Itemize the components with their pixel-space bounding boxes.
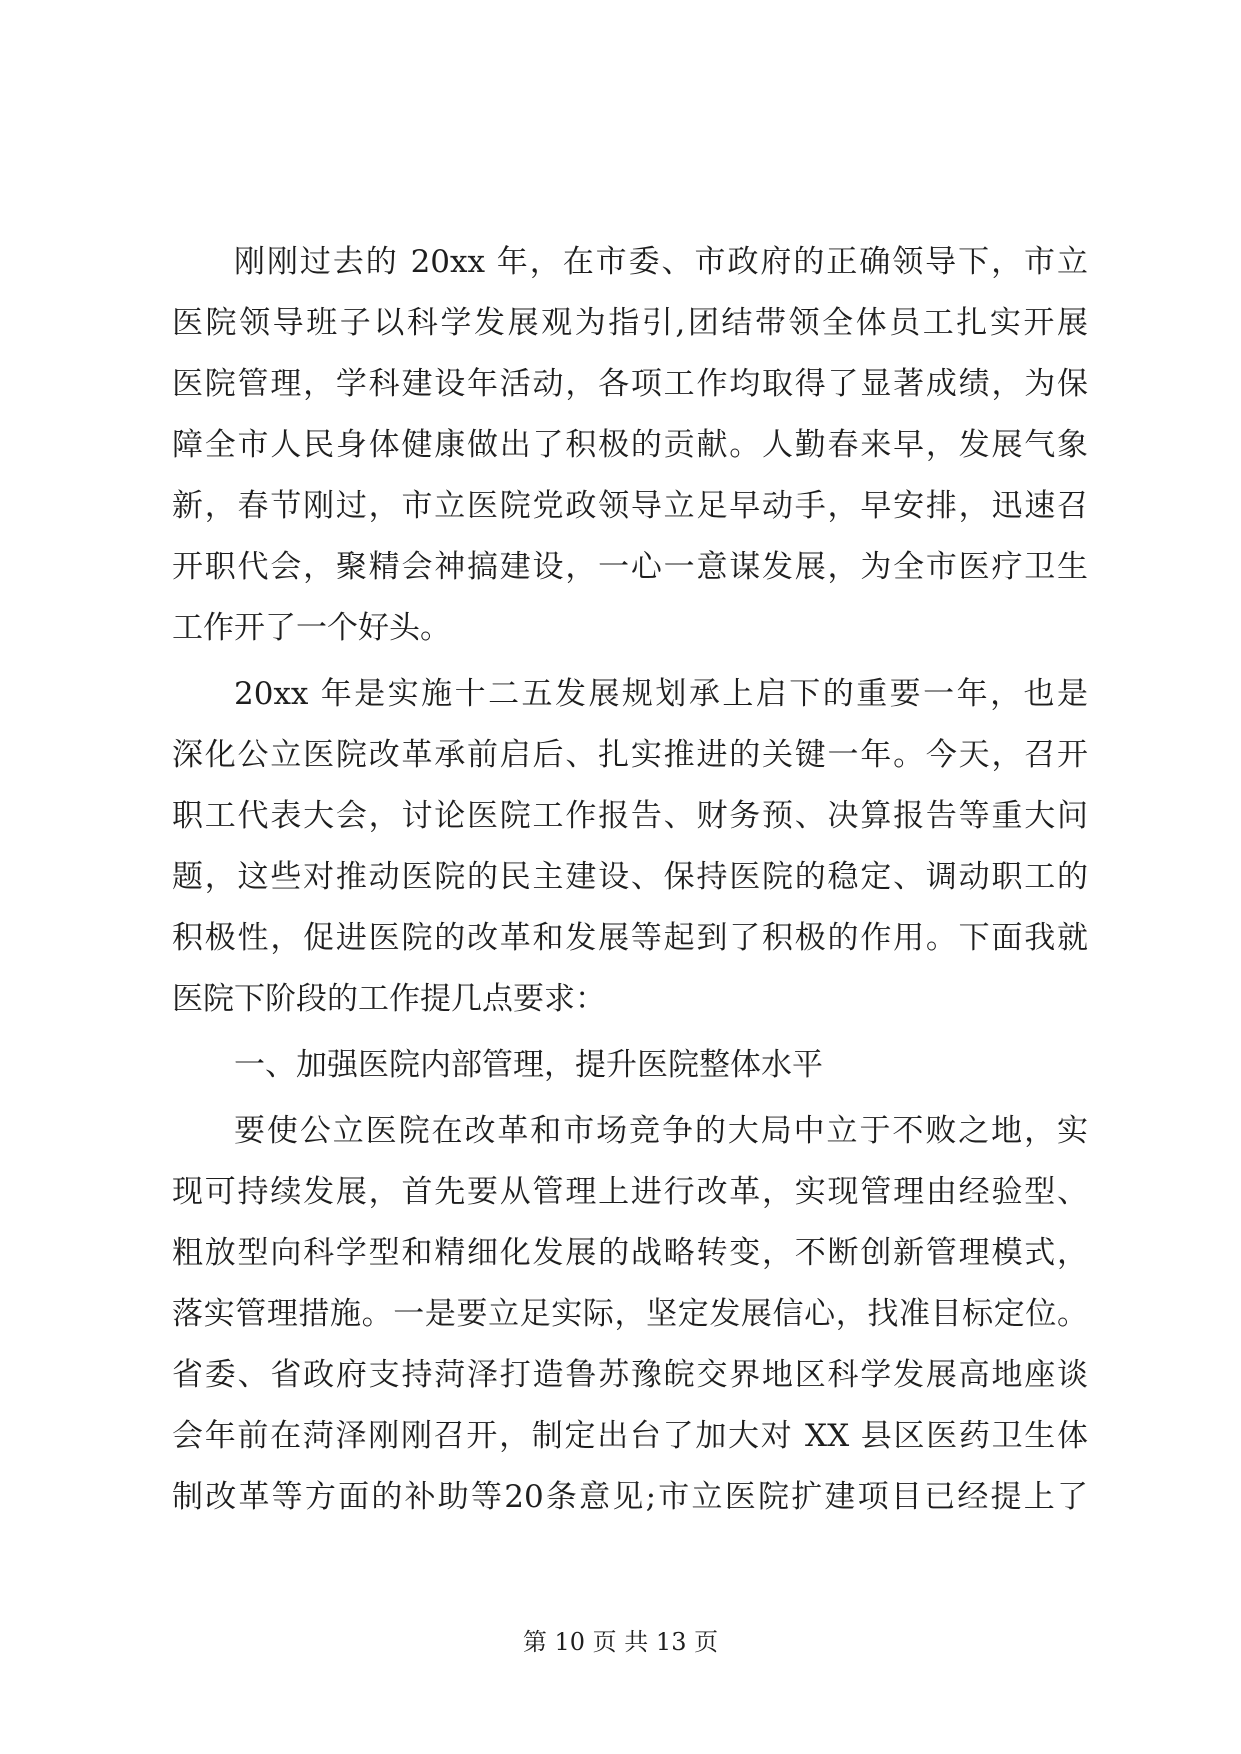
text-line: 积极性，促进医院的改革和发展等起到了积极的作用。下面我就 — [172, 920, 1088, 956]
text-line: 省委、省政府支持菏泽打造鲁苏豫皖交界地区科学发展高地座谈 — [172, 1357, 1088, 1393]
text-line: 深化公立医院改革承前启后、扎实推进的关键一年。今天，召开 — [172, 737, 1088, 773]
text-line: 开职代会，聚精会神搞建设，一心一意谋发展，为全市医疗卫生 — [172, 549, 1088, 585]
text-line: 制改革等方面的补助等20条意见;市立医院扩建项目已经提上了 — [172, 1479, 1088, 1515]
text-line: 会年前在菏泽刚刚召开，制定出台了加大对 XX 县区医药卫生体 — [172, 1418, 1088, 1454]
text-line: 医院领导班子以科学发展观为指引,团结带领全体员工扎实开展 — [172, 305, 1088, 341]
paragraph-3 — [172, 1101, 1088, 1528]
text-line: 工作开了一个好头。 — [172, 610, 451, 646]
section-heading — [172, 1035, 1088, 1096]
section-heading-text: 一、加强医院内部管理，提升医院整体水平 — [234, 1047, 823, 1083]
text-line: 粗放型向科学型和精细化发展的战略转变，不断创新管理模式， — [172, 1235, 1088, 1271]
text-line: 要使公立医院在改革和市场竞争的大局中立于不败之地，实 — [234, 1113, 1088, 1149]
text-line: 题，这些对推动医院的民主建设、保持医院的稳定、调动职工的 — [172, 859, 1088, 895]
paragraph-2 — [172, 664, 1088, 1030]
text-line: 新，春节刚过，市立医院党政领导立足早动手，早安排，迅速召 — [172, 488, 1088, 524]
text-line: 刚刚过去的 20xx 年，在市委、市政府的正确领导下，市立 — [234, 244, 1088, 280]
text-line: 职工代表大会，讨论医院工作报告、财务预、决算报告等重大问 — [172, 798, 1088, 834]
document-body — [172, 232, 1088, 1533]
text-line: 现可持续发展，首先要从管理上进行改革，实现管理由经验型、 — [172, 1174, 1088, 1210]
text-line: 20xx 年是实施十二五发展规划承上启下的重要一年，也是 — [234, 676, 1088, 712]
paragraph-1 — [172, 232, 1088, 659]
page-number-label: 第 10 页 共 13 页 — [522, 1628, 719, 1656]
page-footer — [0, 1626, 1241, 1658]
text-line: 医院管理，学科建设年活动，各项工作均取得了显著成绩，为保 — [172, 366, 1088, 402]
text-line: 障全市人民身体健康做出了积极的贡献。人勤春来早，发展气象 — [172, 427, 1088, 463]
text-line: 落实管理措施。一是要立足实际，坚定发展信心，找准目标定位。 — [172, 1296, 1088, 1332]
text-line: 医院下阶段的工作提几点要求： — [172, 981, 606, 1017]
